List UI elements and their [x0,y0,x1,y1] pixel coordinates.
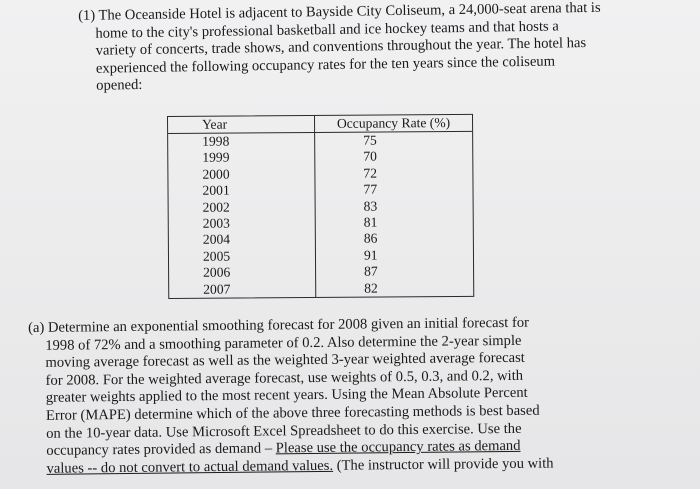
rate-cell: 70 [363,148,377,165]
header-year: Year [168,116,315,134]
question-text: occupancy rates provided as demand – [46,440,276,459]
question-text: (The instructor will provide you with [332,455,554,474]
year-cell: 2007 [169,281,316,298]
underlined-instruction: Please use the occupancy rates as demand [275,438,521,457]
year-cell: 2000 [168,166,315,183]
question-a [28,314,630,479]
intro-line: home to the city's professional basketball and ice hockey teams and that hosts a [95,17,559,42]
table-row [168,131,472,150]
year-cell: 2006 [169,264,316,281]
question-line: Error (MAPE) determine which of the above three forecasting methods is best based [45,402,540,424]
rate-cell: 72 [363,165,378,181]
question-line: on the 10-year data. Use Microsoft Excel Spreadsheet to do this exercise. Use the [46,420,522,442]
question-line: 1998 of 72% and a smoothing parameter of 0.2. Also determine the 2-year simple [45,332,522,354]
intro-line: variety of concerts, trade shows, and conventions throughout the year. The hotel has [95,35,587,59]
intro-line: opened: [96,76,143,94]
table-row [169,279,473,298]
rate-cell: 75 [363,132,377,148]
year-cell: 2002 [169,199,316,216]
question-line: greater weights applied to the most recent years. Using the Mean Absolute Percent [45,385,528,407]
year-cell: 1999 [168,149,315,166]
intro-line: experienced the following occupancy rates for the ten years since the coliseum [95,53,556,77]
year-cell: 2003 [169,215,316,232]
header-occupancy-rate: Occupancy Rate (%) [315,115,473,133]
question-line: (a) Determine an exponential smoothing forecast for 2008 given an initial forecast for [28,314,530,336]
year-cell: 1998 [168,132,315,150]
year-cell: 2004 [169,231,316,248]
rate-cell: 82 [364,280,378,296]
rate-cell: 86 [363,230,378,247]
underlined-instruction: values -- do not convert to actual demand values. [46,457,334,477]
year-cell: 2001 [168,182,315,199]
occupancy-table [167,114,474,299]
question-line: moving average forecast as well as the weighted 3-year weighted average forecast [45,349,525,372]
rate-cell: 81 [363,214,378,230]
intro-line: (1) The Oceanside Hotel is adjacent to Bayside City Coliseum, a 24,000-seat arena that is [78,0,601,24]
rate-cell: 83 [363,198,378,214]
question-line: for 2008. For the weighted average forecast, use weights of 0.5, 0.3, and 0.2, with [45,367,524,389]
rate-cell: 91 [363,247,378,263]
problem-intro [78,0,639,95]
rate-cell: 77 [363,181,378,197]
rate-cell: 87 [364,263,378,279]
year-cell: 2005 [169,248,316,265]
